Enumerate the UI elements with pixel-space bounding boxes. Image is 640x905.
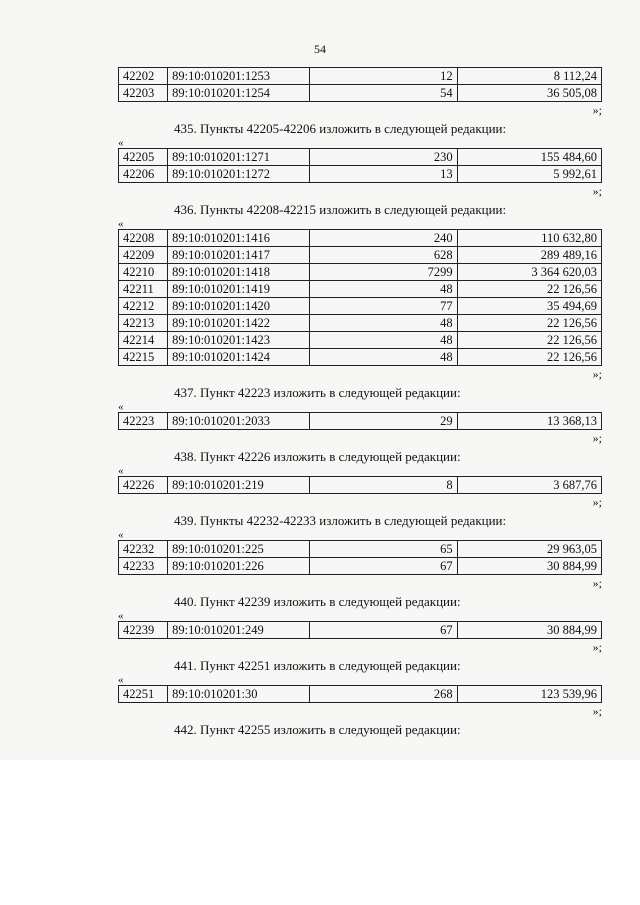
amendment-section xyxy=(118,383,602,445)
section-heading: 436. Пункты 42208-42215 изложить в следующей редакции: xyxy=(174,202,507,217)
section-heading: 438. Пункт 42226 изложить в следующей редакции: xyxy=(174,449,461,464)
item-number-cell: 42232 xyxy=(119,541,168,558)
area-cell: 29 xyxy=(310,413,457,430)
area-cell: 240 xyxy=(310,230,457,247)
value-cell: 123 539,96 xyxy=(457,686,601,703)
area-cell: 13 xyxy=(310,166,457,183)
area-cell: 268 xyxy=(310,686,457,703)
table-row xyxy=(119,413,602,430)
amendment-section xyxy=(118,200,602,381)
section-heading: 440. Пункт 42239 изложить в следующей редакции: xyxy=(174,594,461,609)
value-cell: 36 505,08 xyxy=(457,85,601,102)
item-number-cell: 42213 xyxy=(119,315,168,332)
value-cell: 22 126,56 xyxy=(457,349,601,366)
item-number-cell: 42251 xyxy=(119,686,168,703)
table-row xyxy=(119,315,602,332)
area-cell: 7299 xyxy=(310,264,457,281)
opening-quote: « xyxy=(118,674,124,686)
table-row xyxy=(119,166,602,183)
area-cell: 48 xyxy=(310,315,457,332)
cadastral-number-cell: 89:10:010201:1272 xyxy=(168,166,310,183)
cadastral-number-cell: 89:10:010201:225 xyxy=(168,541,310,558)
cadastral-number-cell: 89:10:010201:1254 xyxy=(168,85,310,102)
cadastral-number-cell: 89:10:010201:1423 xyxy=(168,332,310,349)
value-cell: 8 112,24 xyxy=(457,68,601,85)
table-row xyxy=(119,477,602,494)
parcel-table xyxy=(118,621,602,639)
parcel-table xyxy=(118,476,602,494)
table-row xyxy=(119,541,602,558)
table-row xyxy=(119,247,602,264)
closing-quote: »; xyxy=(592,495,602,509)
area-cell: 48 xyxy=(310,332,457,349)
value-cell: 29 963,05 xyxy=(457,541,601,558)
section-heading: 439. Пункты 42232-42233 изложить в следующей редакции: xyxy=(174,513,507,528)
value-cell: 30 884,99 xyxy=(457,558,601,575)
closing-quote: »; xyxy=(592,576,602,590)
area-cell: 54 xyxy=(310,85,457,102)
table-row xyxy=(119,149,602,166)
cadastral-number-cell: 89:10:010201:30 xyxy=(168,686,310,703)
area-cell: 8 xyxy=(310,477,457,494)
value-cell: 22 126,56 xyxy=(457,281,601,298)
value-cell: 110 632,80 xyxy=(457,230,601,247)
closing-quote: »; xyxy=(592,103,602,117)
table-row xyxy=(119,281,602,298)
table-row xyxy=(119,68,602,85)
value-cell: 22 126,56 xyxy=(457,332,601,349)
section-heading: 442. Пункт 42255 изложить в следующей редакции: xyxy=(174,722,461,737)
item-number-cell: 42208 xyxy=(119,230,168,247)
area-cell: 77 xyxy=(310,298,457,315)
area-cell: 48 xyxy=(310,281,457,298)
opening-quote: « xyxy=(118,218,124,230)
area-cell: 67 xyxy=(310,558,457,575)
cadastral-number-cell: 89:10:010201:1253 xyxy=(168,68,310,85)
table-row xyxy=(119,230,602,247)
cadastral-number-cell: 89:10:010201:1417 xyxy=(168,247,310,264)
item-number-cell: 42205 xyxy=(119,149,168,166)
item-number-cell: 42203 xyxy=(119,85,168,102)
area-cell: 628 xyxy=(310,247,457,264)
item-number-cell: 42226 xyxy=(119,477,168,494)
table-row xyxy=(119,85,602,102)
closing-quote: »; xyxy=(592,367,602,381)
value-cell: 3 687,76 xyxy=(457,477,601,494)
parcel-table xyxy=(118,540,602,575)
cadastral-number-cell: 89:10:010201:1271 xyxy=(168,149,310,166)
opening-quote: « xyxy=(118,401,124,413)
parcel-table xyxy=(118,412,602,430)
section-heading: 437. Пункт 42223 изложить в следующей редакции: xyxy=(174,385,461,400)
item-number-cell: 42202 xyxy=(119,68,168,85)
area-cell: 67 xyxy=(310,622,457,639)
item-number-cell: 42239 xyxy=(119,622,168,639)
section-heading: 441. Пункт 42251 изложить в следующей редакции: xyxy=(174,658,461,673)
table-row xyxy=(119,298,602,315)
parcel-table xyxy=(118,148,602,183)
item-number-cell: 42214 xyxy=(119,332,168,349)
area-cell: 65 xyxy=(310,541,457,558)
opening-quote: « xyxy=(118,465,124,477)
item-number-cell: 42233 xyxy=(119,558,168,575)
item-number-cell: 42212 xyxy=(119,298,168,315)
cadastral-number-cell: 89:10:010201:219 xyxy=(168,477,310,494)
value-cell: 22 126,56 xyxy=(457,315,601,332)
amendment-section xyxy=(118,592,602,654)
value-cell: 13 368,13 xyxy=(457,413,601,430)
page-number: 54 xyxy=(314,42,326,56)
value-cell: 289 489,16 xyxy=(457,247,601,264)
amendment-section xyxy=(118,447,602,509)
value-cell: 30 884,99 xyxy=(457,622,601,639)
item-number-cell: 42206 xyxy=(119,166,168,183)
closing-quote: »; xyxy=(592,184,602,198)
value-cell: 3 364 620,03 xyxy=(457,264,601,281)
table-row xyxy=(119,622,602,639)
cadastral-number-cell: 89:10:010201:1422 xyxy=(168,315,310,332)
parcel-table xyxy=(118,67,602,102)
area-cell: 48 xyxy=(310,349,457,366)
value-cell: 5 992,61 xyxy=(457,166,601,183)
area-cell: 12 xyxy=(310,68,457,85)
amendment-section xyxy=(118,656,602,718)
parcel-table xyxy=(118,685,602,703)
opening-quote: « xyxy=(118,137,124,149)
area-cell: 230 xyxy=(310,149,457,166)
item-number-cell: 42211 xyxy=(119,281,168,298)
table-row xyxy=(119,686,602,703)
value-cell: 155 484,60 xyxy=(457,149,601,166)
cadastral-number-cell: 89:10:010201:1420 xyxy=(168,298,310,315)
cadastral-number-cell: 89:10:010201:249 xyxy=(168,622,310,639)
table-row xyxy=(119,332,602,349)
item-number-cell: 42210 xyxy=(119,264,168,281)
table-row xyxy=(119,264,602,281)
amendment-section xyxy=(118,67,602,117)
parcel-table xyxy=(118,229,602,366)
amendment-section xyxy=(118,119,602,198)
table-row xyxy=(119,349,602,366)
opening-quote: « xyxy=(118,610,124,622)
closing-quote: »; xyxy=(592,640,602,654)
table-row xyxy=(119,558,602,575)
amendment-section xyxy=(118,511,602,590)
amendment-section xyxy=(118,720,602,740)
item-number-cell: 42223 xyxy=(119,413,168,430)
closing-quote: »; xyxy=(592,704,602,718)
cadastral-number-cell: 89:10:010201:1419 xyxy=(168,281,310,298)
item-number-cell: 42209 xyxy=(119,247,168,264)
value-cell: 35 494,69 xyxy=(457,298,601,315)
cadastral-number-cell: 89:10:010201:1424 xyxy=(168,349,310,366)
opening-quote: « xyxy=(118,529,124,541)
cadastral-number-cell: 89:10:010201:1418 xyxy=(168,264,310,281)
item-number-cell: 42215 xyxy=(119,349,168,366)
cadastral-number-cell: 89:10:010201:226 xyxy=(168,558,310,575)
section-heading: 435. Пункты 42205-42206 изложить в следующей редакции: xyxy=(174,121,507,136)
cadastral-number-cell: 89:10:010201:1416 xyxy=(168,230,310,247)
document-body xyxy=(118,67,602,740)
closing-quote: »; xyxy=(592,431,602,445)
cadastral-number-cell: 89:10:010201:2033 xyxy=(168,413,310,430)
